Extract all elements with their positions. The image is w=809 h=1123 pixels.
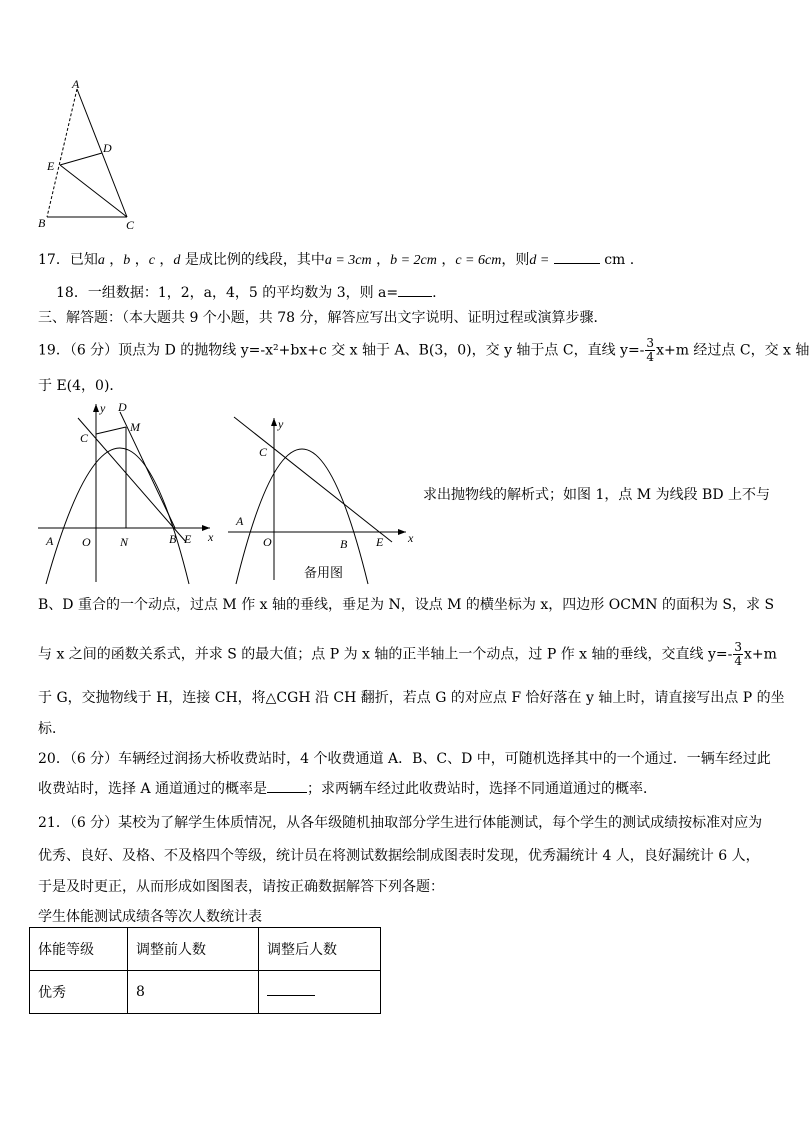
label-b: B xyxy=(38,216,46,230)
answer-blank-17[interactable] xyxy=(554,263,600,264)
svg-text:A: A xyxy=(236,514,244,528)
question-19-line-5: 于 G，交抛物线于 H，连接 CH，将△CGH 沿 CH 翻折，若点 G 的对应点 F 恰好落在 y 轴上时，请直接写出点 P 的坐 xyxy=(38,690,785,706)
answer-blank-20[interactable] xyxy=(267,792,307,793)
parabola-figure-1 xyxy=(36,398,220,584)
svg-text:O: O xyxy=(263,535,272,549)
question-19-line-1: 19．（6 分）顶点为 D 的抛物线 y=-x²+bx+c 交 x 轴于 A、B(3，0)，交 y 轴于点 C，直线 y=- $\frac{3}{4}$ x+m 经过点 C，交 x 轴 xyxy=(38,336,809,364)
table-header: 调整前人数 xyxy=(128,928,259,971)
question-19-line-6: 标． xyxy=(38,721,66,737)
svg-text:D: D xyxy=(118,400,127,414)
svg-text:E: E xyxy=(376,535,384,549)
answer-blank-table[interactable] xyxy=(267,995,315,996)
svg-text:B: B xyxy=(169,532,177,546)
svg-text:C: C xyxy=(80,431,89,445)
question-19-line-4: 与 x 之间的函数关系式，并求 S 的最大值；点 P 为 x 轴的正半轴上一个动点，过 P 作 x 轴的垂线，交直线 y=- $\frac{3}{4}$ x+m xyxy=(38,640,777,668)
question-20-line-1: 20．（6 分）车辆经过润扬大桥收费站时，4 个收费通道 A．B、C、D 中，可随机选择其中的一个通过．一辆车经过此 xyxy=(38,751,771,767)
fitness-stats-table xyxy=(29,927,381,1014)
svg-text:x: x xyxy=(208,530,214,544)
question-19-line-2: 于 E(4，0)． xyxy=(38,378,124,394)
question-19-side-text: 求出抛物线的解析式；如图 1，点 M 为线段 BD 上不与 xyxy=(423,487,771,503)
figure-2-caption: 备用图 xyxy=(304,566,344,581)
svg-text:C: C xyxy=(259,445,268,459)
question-20-line-2: 收费站时，选择 A 通道通过的概率是 ；求两辆车经过此收费站时，选择不同通道通过的概率． xyxy=(38,781,658,797)
label-a: A xyxy=(72,77,80,91)
svg-text:x: x xyxy=(408,531,414,545)
fraction-3-4-b: $\frac{3}{4}$ xyxy=(734,640,742,668)
table-header: 调整后人数 xyxy=(259,928,381,971)
section-3-heading: 三、解答题：（本大题共 9 个小题，共 78 分，解答应写出文字说明、证明过程或演算步骤． xyxy=(38,310,608,326)
question-21-line-2: 优秀、良好、及格、不及格四个等级，统计员在将测试数据绘制成图表时发现，优秀漏统计 4 人，良好漏统计 6 人， xyxy=(38,848,760,864)
svg-text:y: y xyxy=(100,401,106,415)
svg-text:A: A xyxy=(46,534,54,548)
label-c: C xyxy=(126,218,135,232)
question-21-line-1: 21．（6 分）某校为了解学生体质情况，从各年级随机抽取部分学生进行体能测试，每个学生的测试成绩按标准对应为 xyxy=(38,815,763,831)
label-d: D xyxy=(103,141,112,155)
question-18: 18．一组数据：1，2，a，4，5 的平均数为 3，则 a= . xyxy=(56,285,437,301)
label-e: E xyxy=(47,159,55,173)
svg-text:M: M xyxy=(130,420,140,434)
table-title: 学生体能测试成绩各等次人数统计表 xyxy=(38,909,262,925)
svg-text:y: y xyxy=(278,417,284,431)
table-cell-after[interactable] xyxy=(259,971,381,1014)
answer-blank-18[interactable] xyxy=(398,296,432,297)
table-header: 体能等级 xyxy=(30,928,128,971)
question-21-line-3: 于是及时更正，从而形成如图图表，请按正确数据解答下列各题： xyxy=(38,879,444,895)
svg-text:O: O xyxy=(82,535,91,549)
svg-text:N: N xyxy=(120,535,129,549)
svg-text:B: B xyxy=(340,537,348,551)
table-cell-level: 优秀 xyxy=(30,971,128,1014)
question-17: 17．已知a ，b ，c ，d 是成比例的线段，其中a = 3cm ，b = 2cm ，c = 6cm，则d = cm . xyxy=(38,252,635,268)
table-row xyxy=(30,971,381,1014)
question-19-line-3: B、D 重合的一个动点，过点 M 作 x 轴的垂线，垂足为 N，设点 M 的横坐标为 x，四边形 OCMN 的面积为 S，求 S xyxy=(38,597,775,613)
fraction-3-4: $\frac{3}{4}$ xyxy=(646,336,655,364)
svg-text:E: E xyxy=(184,532,192,546)
table-cell-before: 8 xyxy=(128,971,259,1014)
table-header-row xyxy=(30,928,381,971)
triangle-figure xyxy=(30,78,150,238)
parabola-figure-2 xyxy=(226,414,422,586)
